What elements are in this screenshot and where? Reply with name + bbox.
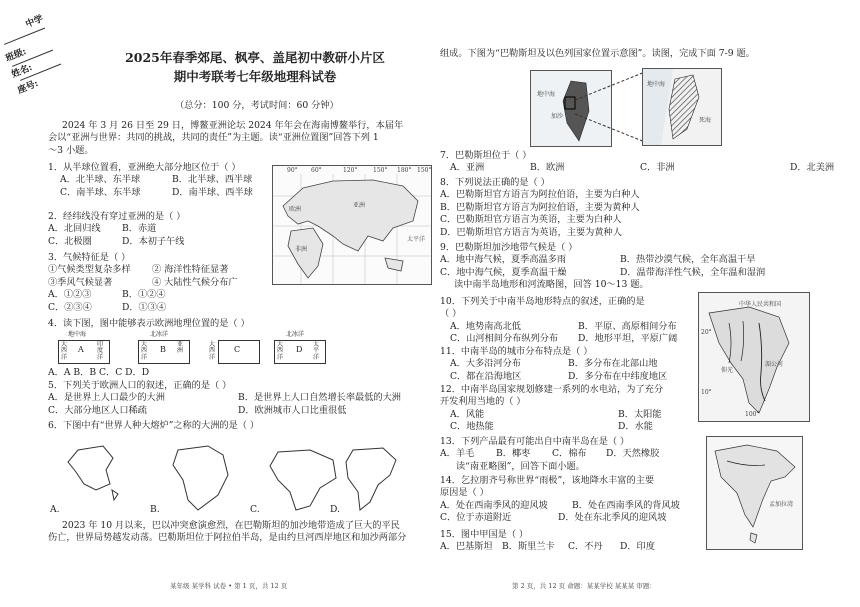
south-asia-map: 孟加拉湾	[706, 436, 803, 550]
asia-map-svg	[273, 166, 431, 284]
question-15: 15．图中甲国是（ ） A．巴基斯坦 B．斯里兰卡 C．不丹 D．印度	[440, 529, 655, 553]
asia-location-map: 90° 60° 120° 150° 180° 150° 欧洲 非洲 亚洲 太平洋	[272, 165, 432, 285]
palestine-detail-map: 地中海 死海	[642, 68, 722, 146]
palestine-small-map: 地中海 加沙	[530, 70, 612, 147]
exam-title	[70, 48, 440, 87]
map-callout-lines	[575, 70, 650, 145]
question-4: 4．读下图，图中能够表示欧洲地理位置的是（ ）	[48, 318, 250, 329]
q4-options: A．A B．B C．C D．D	[48, 367, 150, 378]
footer-left: 某年级 某学科 试卷 • 第 1 页，共 12 页	[170, 582, 288, 590]
question-3: 3．气候特征是（ ） ①气候类型复杂多样 ② 海洋性特征显著 ③季风气候显著 ④ 大陆性气候分布广 A．①②③ B．①②④ C．②③④ D．①③④	[48, 252, 238, 313]
q6-continents	[48, 440, 438, 516]
palestine-passage-cont: 组成。下图为“巴勒斯坦及以色列国家位置示意图”。读图，完成下面 7-9 题。	[440, 48, 755, 59]
q6-label-a: A.	[50, 504, 60, 515]
exam-title-line1: 2025年春季郊尾、枫亭、盖尾初中教研小片区	[125, 50, 385, 65]
intro-passage: 2024 年 3 月 26 日至 29 日，博鳌亚洲论坛 2024 年年会在海南博鳌举行，本届年 会以“亚洲与世界：共同的挑战，共同的责任”为主题。读“亚洲位置图”回答下列 1 ～3 小题。	[48, 120, 404, 156]
question-9: 9．巴勒斯坦加沙地带气候是（ ） A．地中海气候，夏季高温多雨 B．热带沙漠气候，全年高温干旱 C．地中海气候，夏季高温干燥 D．温带海洋性气候，全年温和湿润 读中南半岛地形和河流略图，回答 10～13 题。	[440, 242, 766, 291]
q6-label-c: C.	[250, 504, 260, 515]
name-label: 姓名:	[10, 62, 34, 81]
q6-label-d: D.	[330, 504, 340, 515]
exam-title-line2: 期中考联考七年级地理科试卷	[173, 69, 337, 85]
student-info-sidebar	[2, 8, 48, 97]
question-5: 5．下列关于欧洲人口的叙述，正确的是（ ） A．是世界上人口最少的大洲 B．是世界上人口自然增长率最低的大洲 C．大部分地区人口稀疏 D．欧洲城市人口比重很低	[48, 380, 401, 416]
q6-label-b: B.	[150, 504, 160, 515]
question-13: 13．下列产品最有可能出自中南半岛在是（ ） A．羊毛 B．椰枣 C．棉布 D．天然橡胶 读“南亚略图”，回答下面小题。	[440, 436, 660, 472]
question-14: 14．乞拉朋齐号称世界“雨极”，该地降水丰富的主要 原因是（ ） A．处在西南季风的迎风坡 B．处在西南季风的背风坡 C．位于赤道附近 D．处在东北季风的迎风坡	[440, 475, 680, 524]
question-2: 2．经纬线没有穿过亚洲的是（ ） A．北回归线 B．赤道 C．北极圈 D．本初子午线	[48, 211, 186, 247]
class-label: 班级:	[4, 46, 28, 65]
q4-diagrams: 地中海 大西洋 印度洋 A 北冰洋 大西洋 亚洲 B 大西洋 C 北冰洋 大西洋 太平洋 D	[48, 332, 348, 366]
question-10: 10．下列关于中南半岛地形特点的叙述，正确的是 （ ） A．地势南高北低 B．平原、高原相间分布 C．山河相间分布纵列分布 D．地形平坦，平原广阔	[440, 296, 678, 345]
question-1: 1．从半球位置看，亚洲绝大部分地区位于（ ） A．北半球、东半球 B．北半球、西半球 C．南半球、东半球 D．南半球、西半球	[48, 162, 253, 198]
seat-label: 座号:	[16, 78, 40, 97]
question-7: 7．巴勒斯坦位于（ ） A．亚洲 B．欧洲 C．非洲 D．北美洲	[440, 150, 835, 174]
continent-outlines	[48, 440, 438, 516]
question-11: 11．中南半岛的城市分布特点是（ ） A．大多沿河分布 B．多分布在北部山地 C．都在沿海地区 D．多分布在中纬度地区	[440, 346, 668, 382]
palestine-passage: 2023 年 10 月以来，巴以冲突愈演愈烈，在巴勒斯坦的加沙地带造成了巨大的平民 伤亡，世界局势越发动荡。巴勒斯坦位于阿拉伯半岛，是由约旦河西岸地区和加沙两部分	[48, 520, 407, 544]
question-6: 6．下图中有“世界人种大熔炉”之称的大洲的是（ ）	[48, 420, 260, 431]
exam-meta: （总分：100 分，考试时间：60 分钟）	[175, 100, 339, 111]
school-label: 中学	[24, 14, 45, 31]
question-8: 8．下列说法正确的是（ ） A．巴勒斯坦官方语言为阿拉伯语，主要为白种人 B．巴勒斯坦官方语言为阿拉伯语，主要为黄种人 C．巴勒斯坦官方语言为英语，主要为白种人 D．巴勒斯坦官方语言为英语，主要为黄种人	[440, 177, 640, 238]
school-line	[4, 28, 45, 45]
question-12: 12．中南半岛国家规划修建一系列的水电站，为了充分 开发利用当地的（ ） A．风能 B．太阳能 C．地热能 D．水能	[440, 384, 664, 433]
footer-right: 第 2 页，共 12 页 命题：某某学校 某某某 审题：	[512, 582, 656, 590]
indochina-map: 中华人民共和国 仰光 湄公河 20° 10° 100°	[698, 292, 810, 422]
